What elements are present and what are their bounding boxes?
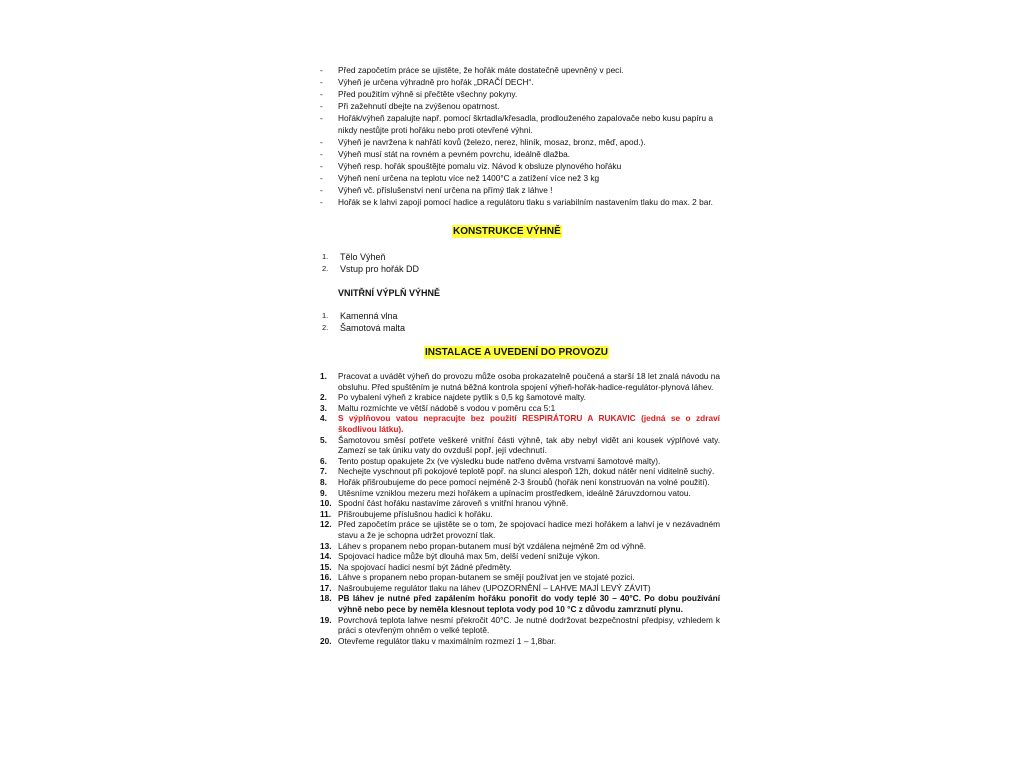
step-number: 19.	[320, 614, 332, 625]
step-text: Na spojovací hadici nesmí být žádné předměty.	[338, 561, 512, 572]
step-text: Po vybalení výheň z krabice najdete pytlík s 0,5 kg šamotové malty.	[338, 392, 586, 403]
item-text: Kamenná vlna	[340, 311, 398, 321]
bullet-item: - Výheň vč. příslušenství není určena na přímý tlak z láhve !	[320, 184, 720, 196]
step-item	[320, 435, 720, 456]
step-item	[320, 509, 720, 520]
step-text: Láhev s propanem nebo propan-butanem musí být vzdálena nejméně 2m od výhně.	[338, 540, 647, 551]
step-item	[320, 615, 720, 636]
step-number: 13.	[320, 540, 332, 551]
step-number: 16.	[320, 572, 332, 583]
bullet-item: - Hořák/výheň zapalujte např. pomocí škrtadla/křesadla, prodlouženého zapalovače nebo kusu papíru a nikdy nestůjte proti hořáku nebo proti otevřené výhni.	[320, 112, 720, 136]
step-number: 9.	[320, 487, 327, 498]
step-text: Utěsníme vzniklou mezeru mezi hořákem a upínacím prostředkem, ideálně žáruvzdornou vatou.	[338, 487, 691, 498]
step-text: Láhve s propanem nebo propan-butanem se smějí používat jen ve stojaté pozici.	[338, 572, 635, 583]
bullet-item: - Před započetím práce se ujistěte, že hořák máte dostatečně upevněný v peci.	[320, 64, 720, 76]
section-title-construction: KONSTRUKCE VÝHNĚ	[453, 226, 561, 237]
step-number: 1.	[320, 371, 327, 381]
step-text: Spodní část hořáku nastavíme zároveň s vnitřní hranou výhně.	[338, 498, 569, 509]
item-number: 2.	[322, 264, 329, 273]
item-text: Tělo Výheň	[340, 252, 386, 262]
step-text: S výplňovou vatou nepracujte bez použití RESPIRÁTORU A RUKAVIC (jedná se o zdraví škodlivou látku).	[338, 413, 720, 434]
step-text: Povrchová teplota lahve nesmí překročit 40°C. Je nutné dodržovat bezpečnostní předpisy, vzhledem k práci s otevřeným ohněm o velké teplotě.	[338, 614, 720, 636]
step-number: 10.	[320, 498, 332, 509]
section-title-installation: INSTALACE A UVEDENÍ DO PROVOZU	[425, 347, 608, 358]
step-number: 11.	[320, 508, 332, 519]
step-number: 18.	[320, 593, 332, 604]
section-title-filling: VNITŘNÍ VÝPLŇ VÝHNĚ	[338, 288, 441, 298]
step-number: 15.	[320, 561, 332, 572]
step-text: Spojovací hadice může být dlouhá max 5m, delší vedení snižuje výkon.	[338, 551, 600, 562]
list-item	[322, 263, 622, 275]
step-number: 2.	[320, 392, 327, 403]
bullet-item: - Výheň není určena na teplotu více než 1400°C a zatížení více než 3 kg	[320, 172, 720, 184]
step-item	[320, 456, 720, 467]
step-number: 5.	[320, 434, 327, 445]
step-item	[320, 392, 720, 403]
list-item	[322, 310, 622, 322]
filling-list	[322, 310, 622, 334]
step-text: Našroubujeme regulátor tlaku na láhev (UPOZORNĚNÍ – LAHVE MAJÍ LEVÝ ZÁVIT)	[338, 582, 651, 593]
list-item	[322, 322, 622, 334]
step-number: 8.	[320, 476, 327, 487]
step-number: 4.	[320, 413, 327, 424]
safety-bullet-list	[320, 64, 720, 208]
bullet-item: - Při zažehnutí dbejte na zvýšenou opatrnost.	[320, 100, 720, 112]
step-item	[320, 551, 720, 562]
step-number: 7.	[320, 466, 327, 477]
step-text: Nechejte vyschnout při pokojové teplotě popř. na slunci alespoň 12h, dokud nátěr není viditelně suchý.	[338, 466, 715, 477]
step-item	[320, 371, 720, 392]
item-text: Vstup pro hořák DD	[340, 264, 420, 274]
step-item	[320, 498, 720, 509]
item-text: Šamotová malta	[340, 323, 406, 333]
step-text: Hořák přišroubujeme do pece pomocí nejméně 2-3 šroubů (hořák není konstruován na volné použití).	[338, 476, 710, 487]
step-item	[320, 403, 720, 414]
step-item	[320, 477, 720, 488]
step-number: 20.	[320, 635, 332, 646]
installation-steps-list	[320, 371, 720, 646]
step-text: Maltu rozmíchte ve větší nádobě s vodou v poměru cca 5:1	[338, 402, 556, 413]
step-text: Před započetím práce se ujistěte se o tom, že spojovací hadice mezi hořákem a lahví je v nezávadném stavu a že je schopna udržet provozní tlak.	[338, 519, 720, 540]
step-text: Přišroubujeme příslušnou hadici k hořáku.	[338, 508, 493, 519]
bullet-item: - Výheň je určena výhradně pro hořák „DRAČÍ DECH“.	[320, 76, 720, 88]
bullet-item: - Hořák se k lahvi zapojí pomocí hadice a regulátoru tlaku s variabilním nastavením tlaku do max. 2 bar.	[320, 196, 720, 208]
step-item	[320, 572, 720, 583]
bullet-item: - Výheň musí stát na rovném a pevném povrchu, ideálně dlažba.	[320, 148, 720, 160]
step-item-warning	[320, 413, 720, 434]
step-number: 6.	[320, 455, 327, 466]
step-number: 3.	[320, 402, 327, 413]
step-number: 12.	[320, 519, 332, 530]
construction-list	[322, 251, 622, 275]
step-item	[320, 562, 720, 573]
bullet-item: - Výheň je navržena k nahřátí kovů (železo, nerez, hliník, mosaz, bronz, měď, apod.).	[320, 136, 720, 148]
step-item	[320, 466, 720, 477]
step-text: Pracovat a uvádět výheň do provozu může osoba prokazatelně poučená a starší 18 let znalá návodu na obsluhu. Před spuštěním je nutná běžná kontrola spojení výheň-hořák-hadice-regulátor-plynová láhev.	[338, 371, 720, 392]
bullet-item: - Před použitím výhně si přečtěte všechny pokyny.	[320, 88, 720, 100]
list-item	[322, 251, 622, 263]
step-item	[320, 541, 720, 552]
step-item	[320, 636, 720, 647]
step-item	[320, 488, 720, 499]
step-text: Otevřeme regulátor tlaku v maximálním rozmezí 1 – 1,8bar.	[338, 635, 557, 646]
item-number: 1.	[322, 252, 329, 261]
step-number: 14.	[320, 551, 332, 562]
step-text: Šamotovou směsí potřete veškeré vnitřní části výhně, tak aby nebyl vidět ani kousek výplňové vaty. Zamezí se tak úniku vaty do ovzduší popř. její vdechnutí.	[338, 434, 720, 456]
item-number: 2.	[322, 323, 329, 332]
step-text: PB láhev je nutné před zapálením hořáku ponořit do vody teplé 30 – 40°C. Po dobu používání výhně nebo pece by neměla klesnout teplota vody pod 10 °C z důvodu zamrznutí plynu.	[338, 593, 720, 615]
step-item	[320, 583, 720, 594]
item-number: 1.	[322, 311, 329, 320]
step-item	[320, 519, 720, 540]
step-text: Tento postup opakujete 2x (ve výsledku bude natřeno dvěma vrstvami šamotové malty).	[338, 455, 661, 466]
step-item-important	[320, 593, 720, 614]
step-number: 17.	[320, 582, 332, 593]
bullet-item: - Výheň resp. hořák spouštějte pomalu viz. Návod k obsluze plynového hořáku	[320, 160, 720, 172]
